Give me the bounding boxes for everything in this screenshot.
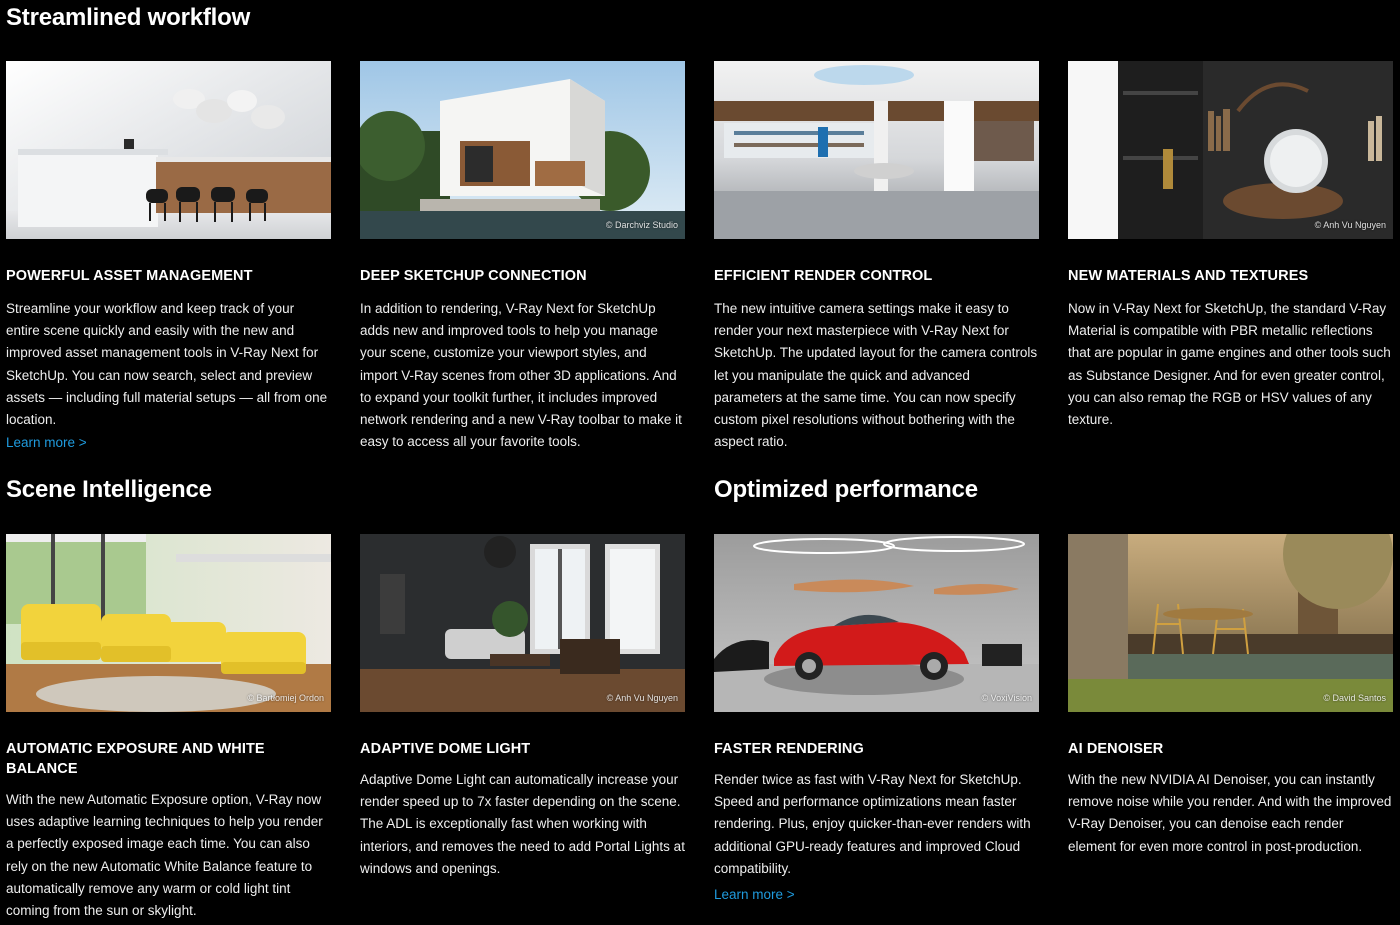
- card-description: Adaptive Dome Light can automatically increase your render speed up to 7x faster depending on the scene. The ADL is exceptionally fast when working with interiors, and removes the need to add Portal Lights at windows and openings.: [360, 772, 685, 876]
- dark-living-room-render-image: [360, 534, 685, 712]
- card-description: With the new Automatic Exposure option, V-Ray now uses adaptive learning techniques to help you render a perfectly exposed image each time. You can also rely on the new Automatic White Balance feature to automatically remove any warm or cold light tint coming from the sun or skylight.: [6, 792, 323, 919]
- kitchen-render-image: [6, 61, 331, 239]
- feature-card-materials-textures: [1068, 61, 1393, 431]
- card-description: The new intuitive camera settings make it easy to render your next masterpiece with V-Ray Next for SketchUp. The updated layout for the camera controls let you manipulate the quick and advanced parameters at the same time. You can now specify custom pixel resolutions without bothering with the aspect ratio.: [714, 301, 1038, 450]
- card-description: Streamline your workflow and keep track of your entire scene quickly and easily with the new and improved asset management tools in V-Ray Next for SketchUp. You can now search, select and preview assets — including full material setups — all from one location.: [6, 301, 328, 428]
- card-description: Now in V-Ray Next for SketchUp, the standard V-Ray Material is compatible with PBR metallic reflections that are popular in game engines and other tools such as Substance Designer. And for even greater control, you can also remap the RGB or HSV values of any texture.: [1068, 301, 1391, 428]
- modern-house-render-image: [360, 61, 685, 239]
- section-title-optimized-performance: Optimized performance: [714, 476, 978, 503]
- card-description: In addition to rendering, V-Ray Next for SketchUp adds new and improved tools to help you manage your scene, customize your viewport styles, and import V-Ray scenes from other 3D applications. And to expand your toolkit further, it includes improved network rendering and a new V-Ray toolbar to make it easy to access all your favorite tools.: [360, 301, 682, 450]
- card-title: FASTER RENDERING: [714, 741, 864, 757]
- card-title: DEEP SKETCHUP CONNECTION: [360, 268, 587, 284]
- bookshelf-render-image: [1068, 61, 1393, 239]
- card-title: AI DENOISER: [1068, 741, 1164, 757]
- garden-patio-render-image: [1068, 534, 1393, 712]
- feature-card-automatic-exposure: [6, 534, 331, 922]
- store-interior-render-image: [714, 61, 1039, 239]
- learn-more-link[interactable]: Learn more >: [714, 887, 795, 903]
- image-credit: © Darchviz Studio: [605, 220, 678, 230]
- red-car-garage-render-image: [714, 534, 1039, 712]
- card-title: AUTOMATIC EXPOSURE AND WHITE BALANCE: [6, 741, 265, 777]
- image-credit: © Bartłomiej Ordon: [247, 693, 324, 703]
- feature-card-ai-denoiser: [1068, 534, 1393, 858]
- image-credit: © Anh Vu Nguyen: [1314, 220, 1386, 230]
- section-title-streamlined-workflow: Streamlined workflow: [6, 4, 251, 31]
- image-credit: © Anh Vu Nguyen: [606, 693, 678, 703]
- card-title: POWERFUL ASSET MANAGEMENT: [6, 268, 253, 284]
- card-title: EFFICIENT RENDER CONTROL: [714, 268, 933, 284]
- card-title: ADAPTIVE DOME LIGHT: [360, 741, 531, 757]
- feature-card-faster-rendering: [714, 534, 1039, 904]
- feature-card-adaptive-dome-light: [360, 534, 685, 880]
- learn-more-link[interactable]: Learn more >: [6, 435, 87, 451]
- section-title-scene-intelligence: Scene Intelligence: [6, 476, 212, 503]
- yellow-sofa-render-image: [6, 534, 331, 712]
- card-description: Render twice as fast with V-Ray Next for SketchUp. Speed and performance optimizations mean faster rendering. Plus, enjoy quicker-than-ever renders with additional GPU-ready features and improved Cloud compatibility.: [714, 772, 1031, 876]
- feature-card-asset-management: [6, 61, 331, 452]
- card-title: NEW MATERIALS AND TEXTURES: [1068, 268, 1309, 284]
- image-credit: © VoxiVision: [981, 693, 1032, 703]
- image-credit: © David Santos: [1323, 693, 1386, 703]
- feature-card-sketchup-connection: [360, 61, 685, 453]
- feature-card-render-control: [714, 61, 1039, 453]
- card-description: With the new NVIDIA AI Denoiser, you can instantly remove noise while you render. And with the improved V-Ray Denoiser, you can denoise each render element for even more control in post-production.: [1068, 772, 1392, 854]
